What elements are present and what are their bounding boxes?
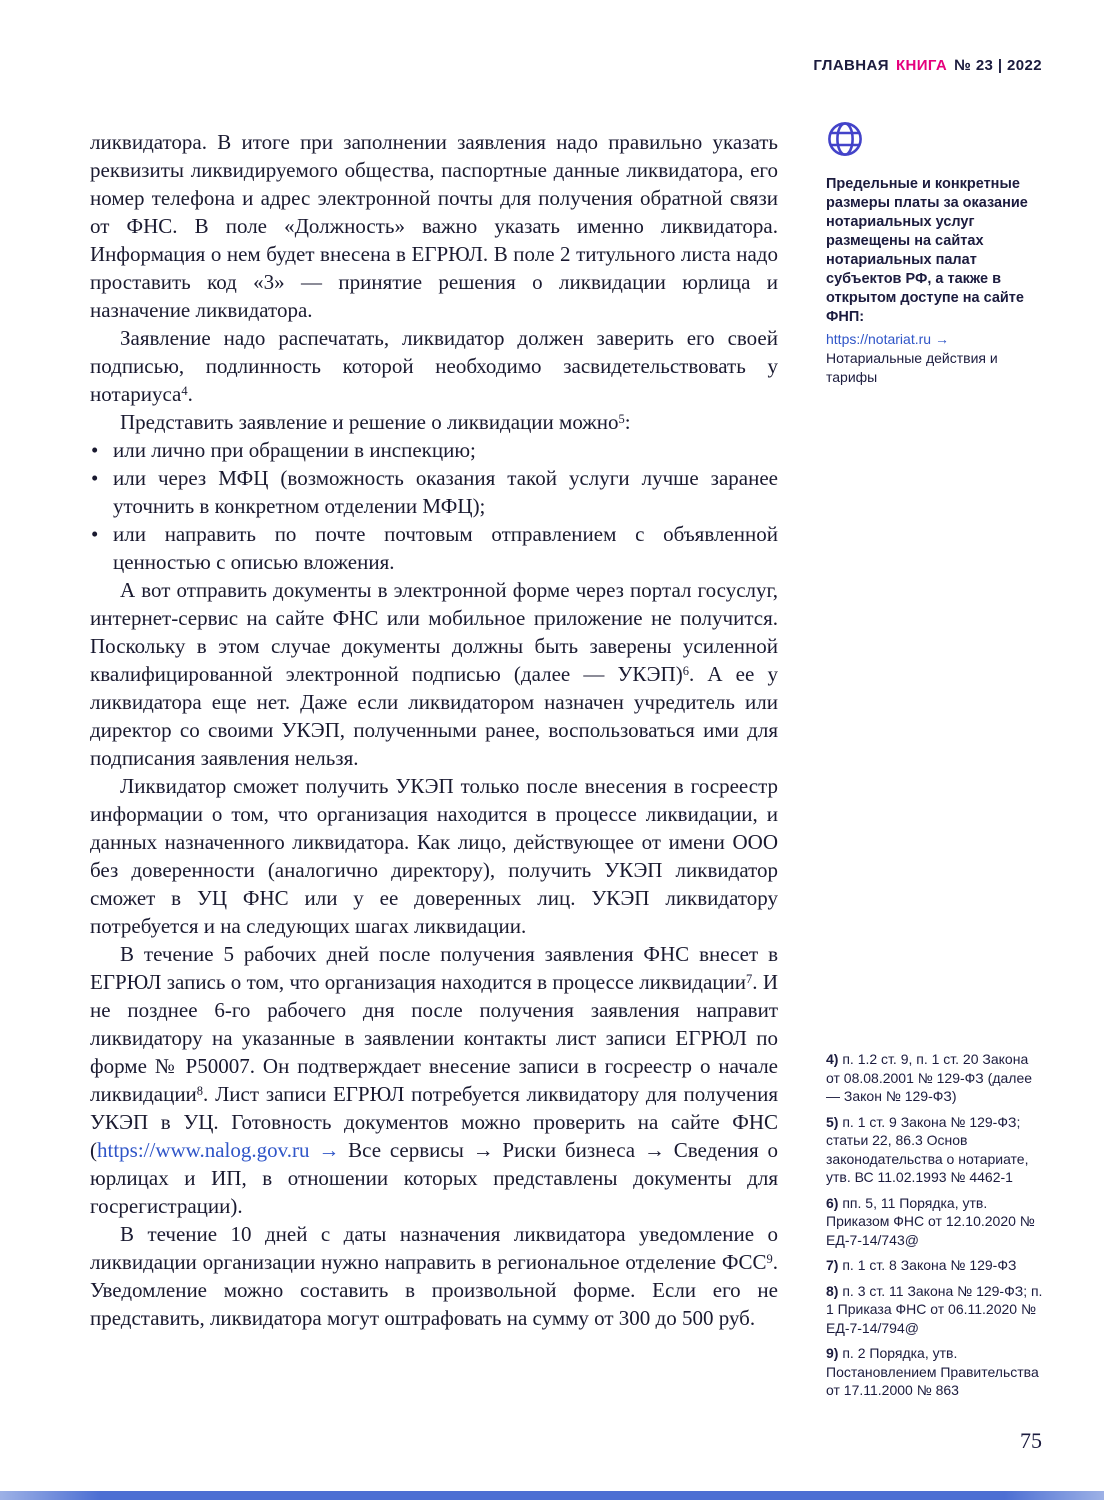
text-run: . И не позднее 6-го рабочего дня после получения заявления направит ликвидатору на указанные в заявлении контакты лист записи ЕГРЮЛ по форме № Р50007. Он подтверждает внесение записи в госреестр о начале ликвидации <box>90 970 778 1106</box>
bullet-item <box>90 520 778 576</box>
text-run: или направить по почте почтовым отправлением с объявленной ценностью с описью вложения. <box>113 522 778 574</box>
text-run: . Лист записи ЕГРЮЛ потребуется ликвидатору для получения УКЭП в УЦ. Готовность документов можно проверить на сайте ФНС ( <box>90 1082 778 1162</box>
text-run: . <box>187 382 193 406</box>
body-text <box>90 128 778 1332</box>
text-run: или через МФЦ (возможность оказания такой услуги лучше заранее уточнить в конкретном отделении МФЦ); <box>113 466 778 518</box>
text-run: . Уведомление можно составить в произвольной форме. Если его не представить, ликвидатора могут оштрафовать на сумму от 300 до 500 руб. <box>90 1250 778 1330</box>
text-run: В течение 10 дней с даты назначения ликвидатора уведомление о ликвидации организации нужно направить в региональное отделение ФСС <box>90 1222 778 1274</box>
text-run: : <box>624 410 631 434</box>
text-run: А вот отправить документы в электронной форме через портал госуслуг, интернет-сервис на сайте ФНС или мобильное приложение не получится. Поскольку в этом случае документы должны быть заверены усиленной квалифицированной электронной подписью (далее — УКЭП) <box>90 578 778 686</box>
paragraph <box>90 408 778 436</box>
footnote-number: 9) <box>826 1345 843 1361</box>
notariat-link[interactable]: https://notariat.ru → <box>826 331 949 347</box>
bullet-marker-icon: • <box>91 522 99 546</box>
bullet-item <box>90 436 778 464</box>
paragraph <box>90 128 778 324</box>
text-run: или лично при обращении в инспекцию; <box>113 438 476 462</box>
bullet-marker-icon: • <box>91 438 99 462</box>
footnote-ref: 4 <box>181 384 188 398</box>
footnote-text: п. 2 Порядка, утв. Постановлением Правительства от 17.11.2000 № 863 <box>826 1345 1039 1398</box>
sidebar-note-text: Предельные и конкретные размеры платы за оказание нотариальных услуг размещены на сайтах нотариальных палат субъектов РФ, а также в открытом доступе на сайте ФНП: <box>826 176 1028 325</box>
footnote-number: 6) <box>826 1194 843 1211</box>
footnote-ref: 5 <box>618 412 625 426</box>
footnote-number: 8) <box>826 1282 843 1299</box>
paragraph <box>90 1220 778 1332</box>
text-run: Представить заявление и решение о ликвидации можно <box>120 410 619 434</box>
footnote-ref: 6 <box>682 664 689 678</box>
page-header <box>813 57 1042 74</box>
text-run: В течение 5 рабочих дней после получения заявления ФНС внесет в ЕГРЮЛ запись о том, что организация находится в процессе ликвидации <box>90 942 778 994</box>
footnote-text: пп. 5, 11 Порядка, утв. Приказом ФНС от 12.10.2020 № ЕД-7-14/743@ <box>826 1194 1035 1248</box>
paragraph <box>90 576 778 772</box>
bullet-item <box>90 464 778 520</box>
footnote-item <box>826 1113 1044 1187</box>
footnote-number: 7) <box>826 1257 843 1273</box>
footnote-item <box>826 1050 1044 1106</box>
footnote-item <box>826 1344 1044 1400</box>
footnote-ref: 8 <box>196 1084 204 1098</box>
footnote-text: п. 1.2 ст. 9, п. 1 ст. 20 Закона от 08.08.2001 № 129-ФЗ (далее — Закон № 129-ФЗ) <box>826 1051 1033 1104</box>
sidebar-note-after: Нотариальные действия и тарифы <box>826 350 998 385</box>
footnotes <box>826 1050 1044 1407</box>
issue-number: № 23 | 2022 <box>954 57 1042 74</box>
text-run: . А ее у ликвидатора еще нет. Даже если ликвидатором назначен учредитель или директор со своими УКЭП, полученными ранее, воспользоваться ими для подписания заявления нельзя. <box>90 662 778 770</box>
page-number: 75 <box>1020 1428 1042 1453</box>
paragraph <box>90 324 778 408</box>
footnote-ref: 7 <box>746 972 753 986</box>
footer-accent-bar <box>0 1491 1104 1500</box>
magazine-title-part2: КНИГА <box>895 57 948 74</box>
paragraph <box>90 772 778 940</box>
magazine-title-part1: ГЛАВНАЯ <box>813 57 889 74</box>
footnote-ref: 9 <box>766 1252 773 1266</box>
text-run: Все сервисы → Риски бизнеса → Сведения о юрлицах и ИП, в отношении которых представлены документы для госрегистрации). <box>90 1138 779 1218</box>
footnote-number: 4) <box>826 1051 843 1067</box>
globe-icon <box>826 120 1044 163</box>
footnote-item <box>826 1194 1044 1250</box>
text-run: Заявление надо распечатать, ликвидатор должен заверить его своей подписью, подлинность которой необходимо засвидетельствовать у нотариуса <box>90 326 778 406</box>
footnote-text: п. 1 ст. 9 Закона № 129-ФЗ; статьи 22, 86.3 Основ законодательства о нотариате, утв. ВС 11.02.1993 № 4462-1 <box>826 1113 1029 1185</box>
footnote-item <box>826 1282 1044 1338</box>
sidebar-link-line <box>826 330 1044 349</box>
bullet-marker-icon: • <box>91 466 99 490</box>
footnote-text: п. 3 ст. 11 Закона № 129-ФЗ; п. 1 Приказа ФНС от 06.11.2020 № ЕД-7-14/794@ <box>826 1282 1043 1336</box>
footnote-number: 5) <box>826 1113 843 1130</box>
sidebar-note <box>826 120 1044 387</box>
paragraph <box>90 940 778 1220</box>
footnote-item <box>826 1256 1044 1275</box>
text-run: ликвидатора. В итоге при заполнении заявления надо правильно указать реквизиты ликвидируемого общества, паспортные данные ликвидатора, его номер телефона и адрес электронной почты для получения обратной связи от ФНС. В поле «Должность» важно указать именно ликвидатора. Информация о нем будет внесена в ЕГРЮЛ. В поле 2 титульного листа надо проставить код «3» — принятие решения о ликвидации юрлица и назначение ликвидатора. <box>90 130 778 322</box>
inline-link[interactable]: https://www.nalog.gov.ru → <box>97 1138 340 1162</box>
text-run: Ликвидатор сможет получить УКЭП только после внесения в госреестр информации о том, что организация находится в процессе ликвидации, и данных назначенного ликвидатора. Как лицо, действующее от имени ООО без доверенности (аналогично директору), получить УКЭП ликвидатор сможет в УЦ ФНС или у ее доверенных лиц. УКЭП ликвидатору потребуется и на следующих шагах ликвидации. <box>90 774 778 938</box>
footnote-text: п. 1 ст. 8 Закона № 129-ФЗ <box>842 1257 1017 1273</box>
